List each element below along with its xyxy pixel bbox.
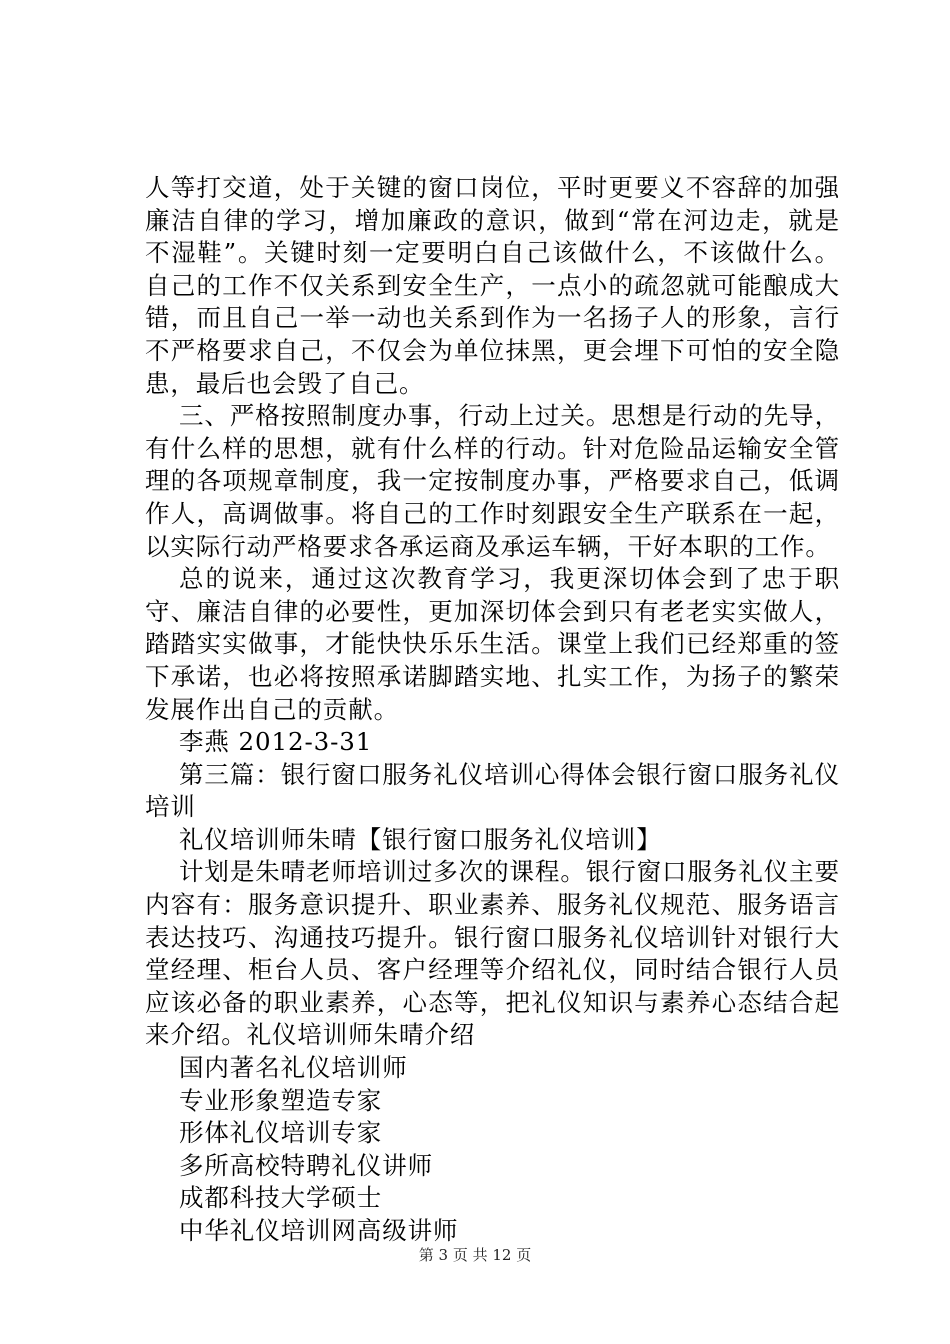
list-item: 成都科技大学硕士 bbox=[179, 1183, 383, 1213]
document-body bbox=[145, 172, 840, 1248]
paragraph-3: 总的说来，通过这次教育学习，我更深切体会到了忠于职守、廉洁自律的必要性，更加深切体会到只有老老实实做人，踏踏实实做事，才能快快乐乐生活。课堂上我们已经郑重的签下承诺，也必将按照承诺脚踏实地、扎实工作，为扬子的繁荣发展作出自己的贡献。 bbox=[145, 564, 840, 724]
list-item: 中华礼仪培训网高级讲师 bbox=[179, 1216, 459, 1245]
list-item: 形体礼仪培训专家 bbox=[179, 1118, 383, 1148]
paragraph-1: 人等打交道，处于关键的窗口岗位，平时更要义不容辞的加强廉洁自律的学习，增加廉政的意识，做到“常在河边走，就是不湿鞋”。关键时刻一定要明白自己该做什么，不该做什么。自己的工作不仅关系到安全生产，一点小的疏忽就可能酿成大错，而且自己一举一动也关系到作为一名扬子人的形象，言行不严格要求自己，不仅会为单位抹黑，更会埋下可怕的安全隐患，最后也会毁了自己。 bbox=[145, 173, 840, 398]
list-item: 专业形象塑造专家 bbox=[179, 1085, 383, 1115]
paragraph-2: 三、严格按照制度办事，行动上过关。思想是行动的先导，有什么样的思想，就有什么样的行动。针对危险品运输安全管理的各项规章制度，我一定按制度办事，严格要求自己，低调作人，高调做事。将自己的工作时刻跟安全生产联系在一起，以实际行动严格要求各承运商及承运车辆，干好本职的工作。 bbox=[145, 401, 840, 561]
list-item: 多所高校特聘礼仪讲师 bbox=[179, 1150, 433, 1180]
paragraph-7: 计划是朱晴老师培训过多次的课程。银行窗口服务礼仪主要内容有：服务意识提升、职业素养、服务礼仪规范、服务语言表达技巧、沟通技巧提升。银行窗口服务礼仪培训针对银行大堂经理、柜台人员、客户经理等介绍礼仪，同时结合银行人员应该必备的职业素养，心态等，把礼仪知识与素养心态结合起来介绍。礼仪培训师朱晴介绍 bbox=[145, 857, 840, 1050]
signature-date: 李燕 2012-3-31 bbox=[179, 727, 373, 757]
section-heading: 第三篇：银行窗口服务礼仪培训心得体会银行窗口服务礼仪培训 bbox=[145, 759, 840, 822]
trainer-title: 礼仪培训师朱晴【银行窗口服务礼仪培训】 bbox=[179, 824, 662, 854]
list-item: 国内著名礼仪培训师 bbox=[179, 1053, 408, 1083]
credentials-list bbox=[145, 1052, 840, 1248]
page-footer: 第 3 页 共 12 页 bbox=[418, 1246, 532, 1264]
